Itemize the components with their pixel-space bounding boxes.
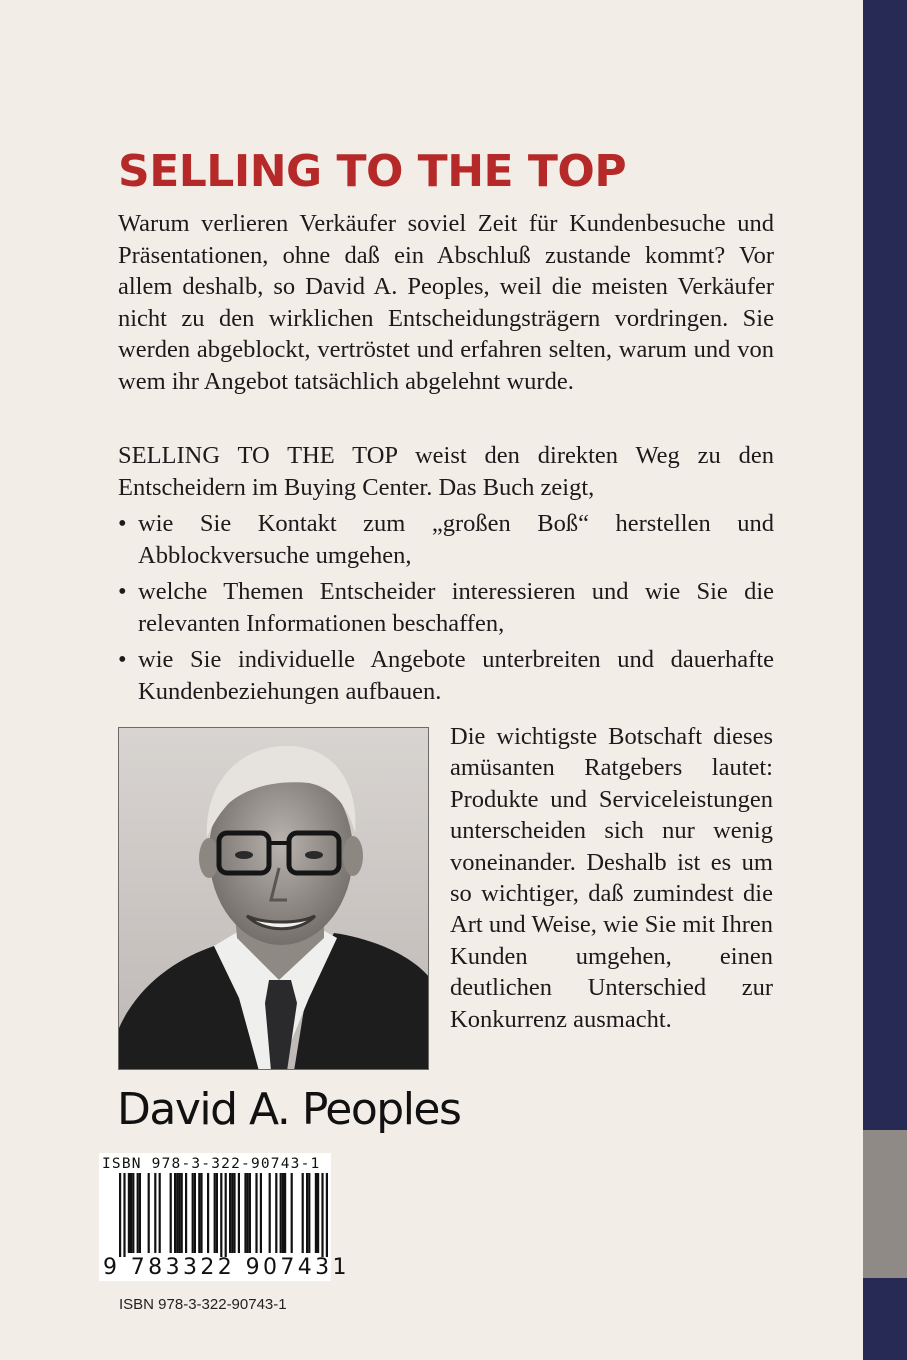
barcode-bar: [137, 1173, 139, 1253]
list-item-text: wie Sie individuelle Angebote unterbreiten und dauerhafte Kundenbeziehungen aufbauen.: [138, 646, 774, 705]
barcode-isbn-label: ISBN 978-3-322-90743-1: [102, 1156, 321, 1172]
barcode-bar: [249, 1173, 251, 1253]
author-portrait-icon: [119, 728, 429, 1070]
barcode-bar: [233, 1173, 235, 1253]
barcode-bar: [315, 1173, 317, 1253]
barcode-bar: [238, 1173, 240, 1253]
barcode-bar: [306, 1173, 308, 1253]
bullet-icon: •: [118, 646, 127, 673]
list-item-text: wie Sie Kontakt zum „großen Boß“ herstellen und Abblockversuche umgehen,: [138, 510, 774, 569]
barcode-bar: [269, 1173, 271, 1253]
list-item: [118, 576, 774, 639]
barcode-bar: [194, 1173, 196, 1253]
barcode-bar: [123, 1173, 125, 1257]
barcode-bar: [132, 1173, 134, 1253]
barcode-bar: [192, 1173, 194, 1253]
author-name: David A. Peoples: [117, 1084, 461, 1135]
barcode-bar: [207, 1173, 209, 1253]
author-photo: [118, 727, 429, 1070]
barcode-bar: [231, 1173, 233, 1253]
barcode-bar: [198, 1173, 200, 1253]
list-item: [118, 508, 774, 571]
book-title: SELLING TO THE TOP: [118, 146, 627, 197]
barcode-bar: [302, 1173, 304, 1253]
lead-paragraph: SELLING TO THE TOP weist den direkten Weg zu den Entscheidern im Buying Center. Das Buch zeigt,: [118, 442, 774, 501]
barcode-bar: [170, 1173, 172, 1253]
barcode-bar: [139, 1173, 141, 1253]
barcode-digits: 9 783322 907431: [103, 1255, 350, 1280]
barcode-bar: [128, 1173, 130, 1253]
barcode-bar: [178, 1173, 180, 1253]
barcode-bar: [200, 1173, 202, 1253]
list-item-text: welche Themen Entscheider interessieren und wie Sie die relevanten Informationen beschaffen,: [138, 578, 774, 637]
barcode-bar: [119, 1173, 121, 1257]
barcode-bar: [148, 1173, 150, 1253]
barcode-bar: [220, 1173, 222, 1257]
barcode-bar: [321, 1173, 323, 1257]
bullet-icon: •: [118, 578, 127, 605]
barcode-bar: [326, 1173, 328, 1257]
bullet-icon: •: [118, 510, 127, 537]
barcode-bar: [185, 1173, 187, 1253]
spine-gray-block: [863, 1130, 907, 1278]
barcode-bar: [260, 1173, 262, 1253]
barcode-bar: [229, 1173, 231, 1253]
barcode-bar: [255, 1173, 257, 1253]
barcode-bar: [181, 1173, 183, 1253]
barcode-bar: [247, 1173, 249, 1253]
barcode-bar: [244, 1173, 246, 1253]
barcode-bar: [216, 1173, 218, 1253]
barcode-bar: [275, 1173, 277, 1253]
barcode-bar: [154, 1173, 156, 1253]
barcode-bar: [291, 1173, 293, 1253]
barcode-bar: [130, 1173, 132, 1253]
barcode-bar: [317, 1173, 319, 1253]
barcode-bar: [284, 1173, 286, 1253]
barcode-bar: [225, 1173, 227, 1257]
side-paragraph: Die wichtigste Botschaft dieses amüsanten Ratgebers lautet: Produkte und Serviceleistungen unterscheiden sich nur wenig voneinander. Deshalb ist es um so wichtiger, daß zumindest die Art und Weise, wie Sie mit Ihren Kunden umgehen, einen deutlichen Unterschied zur Konkurrenz ausmacht.: [450, 723, 773, 1033]
barcode-bars-icon: [99, 1173, 331, 1257]
barcode-bar: [214, 1173, 216, 1253]
barcode-bar: [174, 1173, 176, 1253]
barcode-bar: [176, 1173, 178, 1253]
barcode-bar: [308, 1173, 310, 1253]
list-item: [118, 644, 774, 707]
isbn-text: ISBN 978-3-322-90743-1: [119, 1296, 287, 1313]
feature-list: [118, 508, 774, 712]
intro-paragraph: Warum verlieren Verkäufer soviel Zeit für Kundenbesuche und Präsentationen, ohne daß ein Abschluß zustande kommt? Vor allem deshalb, so David A. Peoples, weil die meisten Verkäufer nicht zu den wirklichen Entscheidungsträgern vordringen. Sie werden abgeblockt, vertröstet und erfahren selten, warum und von wem ihr Angebot tatsächlich abgelehnt wurde.: [118, 210, 774, 395]
barcode-bar: [159, 1173, 161, 1253]
barcode-bar: [282, 1173, 284, 1253]
barcode-bar: [280, 1173, 282, 1253]
barcode: [99, 1153, 350, 1281]
